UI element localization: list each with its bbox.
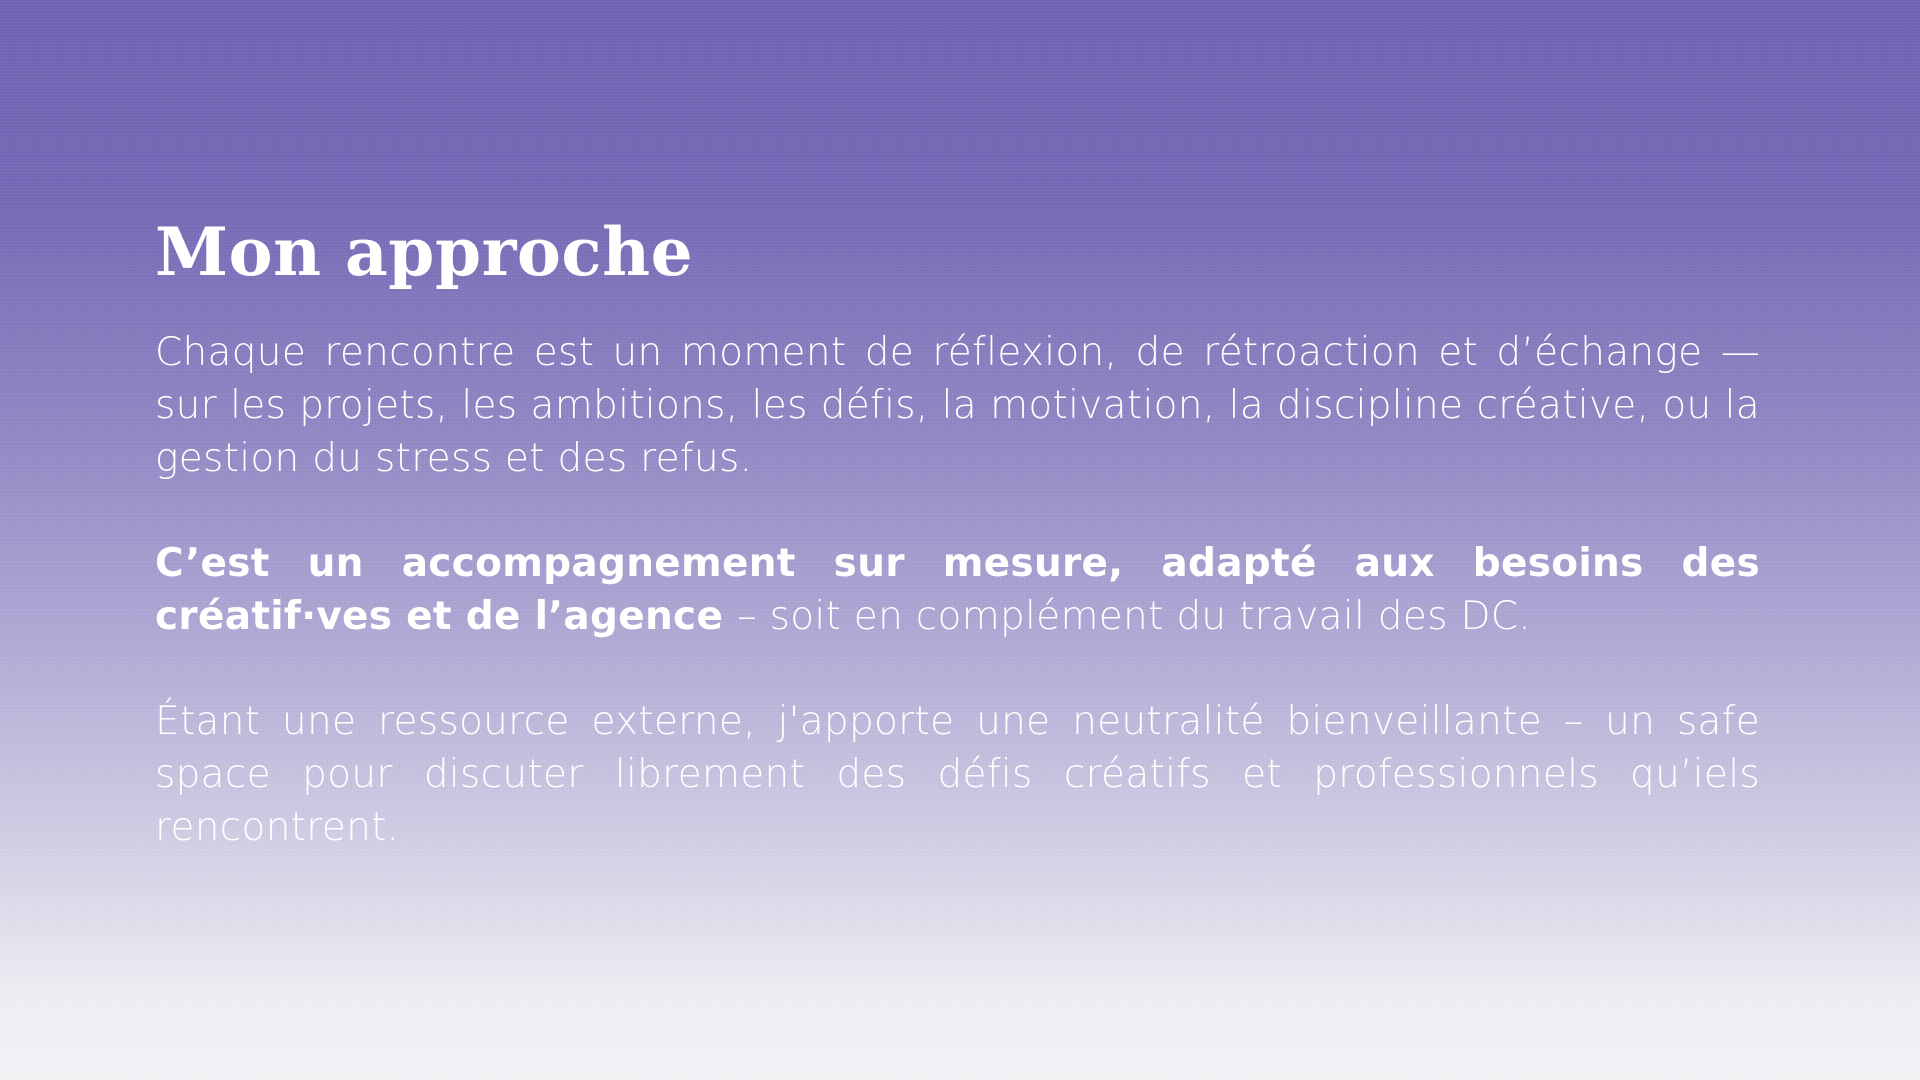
- slide-content: [155, 210, 1760, 906]
- paragraph-accompaniment-bold: C’est un accompagnement sur mesure, adapté aux besoins des créatif·ves et de l’agence: [155, 541, 1760, 639]
- slide-title: Mon approche: [155, 213, 694, 291]
- paragraph-intro: Chaque rencontre est un moment de réflexion, de rétroaction et d’échange — sur les projets, les ambitions, les défis, la motivation, la discipline créative, ou la gestion du stress et des refus.: [155, 330, 1760, 481]
- paragraph-accompaniment: [155, 537, 1760, 643]
- paragraph-neutrality: Étant une ressource externe, j'apporte une neutralité bienveillante – un safe space pour discuter librement des défis créatifs et professionnels qu’iels rencontrent.: [155, 699, 1760, 850]
- paragraph-accompaniment-rest: – soit en complément du travail des DC.: [737, 594, 1532, 639]
